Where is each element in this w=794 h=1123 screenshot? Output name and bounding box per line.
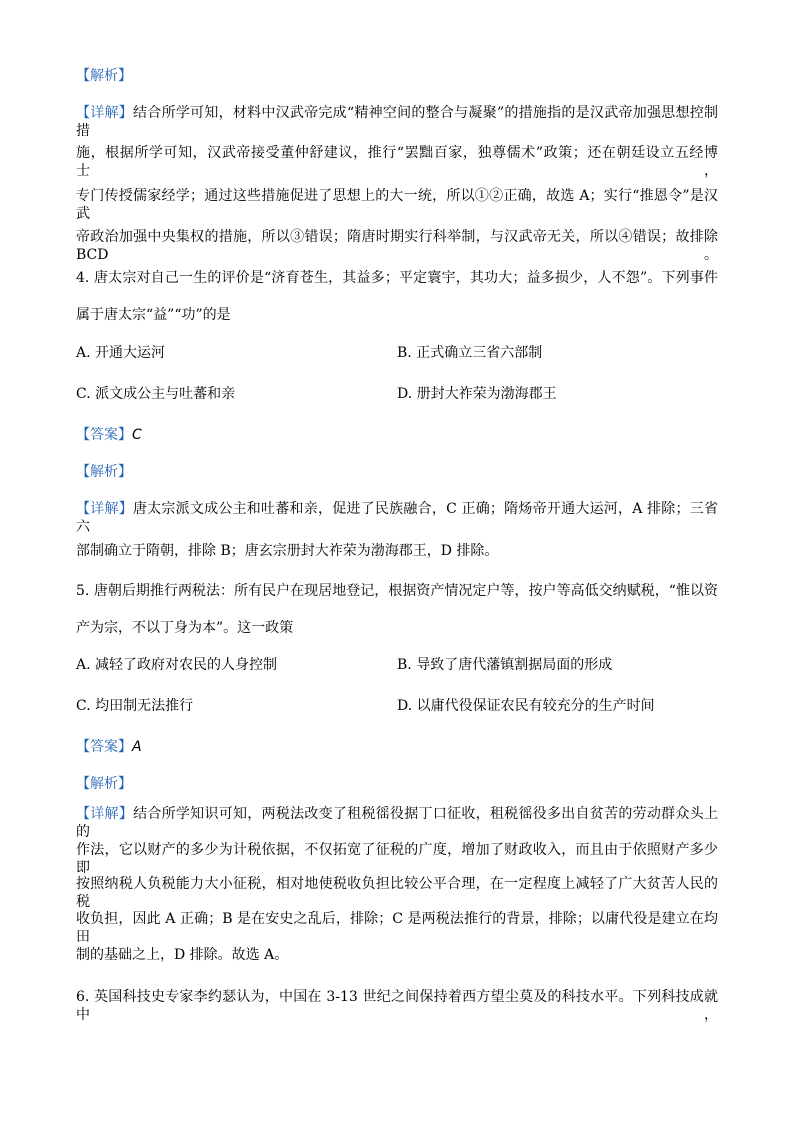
detail-tag: 【详解】 (76, 105, 134, 121)
answer-tag: 【答案】 (76, 427, 132, 443)
answer-tag: 【答案】 (76, 739, 132, 755)
option-a: A. 减轻了政府对农民的人身控制 (76, 657, 278, 673)
detail-paragraph-line: 【详解】唐太宗派文成公主和吐蕃和亲，促进了民族融合，C 正确；隋炀帝开通大运河，A 排除；三省六 (76, 501, 718, 535)
detail-paragraph-line: 按照纳税人负税能力大小征税，相对地使税收负担比较公平合理，在一定程度上减轻了广大贫苦人民的税 (76, 876, 718, 910)
option-b: B. 导致了唐代藩镇割据局面的形成 (397, 657, 613, 673)
detail-paragraph-line: 作法，它以财产的多少为计税依据，不仅拓宽了征税的广度，增加了财政收入，而且由于依照财产多少即 (76, 842, 718, 876)
detail-paragraph-line: 制的基础之上，D 排除。故选 A。 (76, 947, 289, 963)
analysis-tag: 【解析】 (76, 464, 132, 480)
option-d: D. 册封大祚荣为渤海郡王 (397, 386, 557, 402)
answer-value: C (132, 427, 142, 443)
option-c: C. 均田制无法推行 (76, 698, 194, 714)
analysis-tag: 【解析】 (76, 776, 132, 792)
detail-paragraph-line: 施，根据所学可知，汉武帝接受董仲舒建议，推行“罢黜百家，独尊儒术”政策；还在朝廷设立五经博士， (76, 145, 718, 179)
detail-paragraph-line: 帝政治加强中央集权的措施，所以③错误；隋唐时期实行科举制，与汉武帝无关，所以④错误；故排除 BCD。 (76, 229, 718, 263)
detail-paragraph-line: 部制确立于隋朝，排除 B；唐玄宗册封大祚荣为渤海郡王，D 排除。 (76, 543, 499, 559)
question-6-stem: 6. 英国科技史专家李约瑟认为，中国在 3-13 世纪之间保持着西方望尘莫及的科技水平。下列科技成就中， (76, 989, 718, 1023)
detail-paragraph-line: 收负担，因此 A 正确；B 是在安史之乱后，排除；C 是两税法推行的背景，排除；以庸代役是建立在均田 (76, 911, 718, 945)
detail-paragraph-line: 【详解】结合所学知识可知，两税法改变了租税徭役据丁口征收，租税徭役多出自贫苦的劳动群众头上的 (76, 806, 719, 840)
detail-paragraph-line: 专门传授儒家经学；通过这些措施促进了思想上的大一统，所以①②正确，故选 A；实行“推恩令”是汉武 (76, 188, 718, 222)
detail-paragraph-line: 【详解】结合所学可知，材料中汉武帝完成“精神空间的整合与凝聚”的措施指的是汉武帝加强思想控制措 (76, 105, 719, 139)
question-5-stem: 5. 唐朝后期推行两税法：所有民户在现居地登记，根据资产情况定户等，按户等高低交纳赋税，“惟以资 (76, 583, 718, 599)
question-4-stem: 4. 唐太宗对自己一生的评价是“济育苍生，其益多；平定寰宇，其功大；益多损少，人不怨”。下列事件 (76, 270, 718, 286)
option-d: D. 以庸代役保证农民有较充分的生产时间 (397, 698, 655, 714)
detail-tag: 【详解】 (76, 501, 133, 517)
question-4-stem: 属于唐太宗“益”“功”的是 (76, 307, 231, 323)
answer-line (76, 426, 142, 444)
analysis-tag: 【解析】 (76, 68, 132, 84)
answer-value: A (132, 739, 142, 755)
option-b: B. 正式确立三省六部制 (397, 345, 543, 361)
option-c: C. 派文成公主与吐蕃和亲 (76, 386, 236, 402)
question-5-stem: 产为宗，不以丁身为本”。这一政策 (76, 620, 294, 636)
option-a: A. 开通大运河 (76, 345, 166, 361)
answer-line (76, 738, 142, 756)
detail-tag: 【详解】 (76, 806, 134, 822)
